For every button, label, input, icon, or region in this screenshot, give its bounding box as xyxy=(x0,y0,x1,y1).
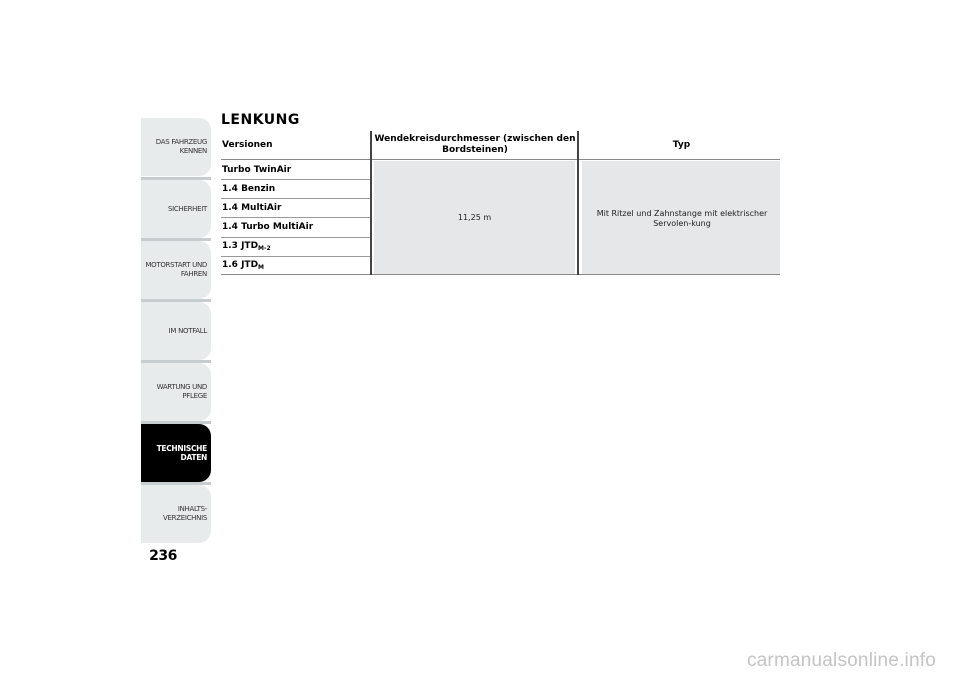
column-divider xyxy=(370,131,372,275)
tab-technische-daten[interactable] xyxy=(141,424,211,482)
tab-label: INHALTS- VERZEICHNIS xyxy=(163,505,207,522)
tab-inhaltsverzeichnis[interactable] xyxy=(141,485,211,543)
header-type: Typ xyxy=(672,140,691,150)
watermark: carmanualsonline.info xyxy=(746,650,936,671)
section-title: LENKUNG xyxy=(221,112,300,128)
tab-label: SICHERHEIT xyxy=(168,204,207,213)
row-turbo-twinair: Turbo TwinAir xyxy=(222,165,292,175)
tab-im-notfall[interactable] xyxy=(141,302,211,360)
header-versions: Versionen xyxy=(222,140,273,150)
tab-das-fahrzeug-kennen[interactable] xyxy=(141,118,211,176)
column-divider xyxy=(577,131,579,275)
row-1-3-jtd: 1.3 $JTD_{M-2}$ xyxy=(222,241,271,252)
tab-label: DAS FAHRZEUG KENNEN xyxy=(155,138,207,155)
tab-motorstart-und-fahren[interactable] xyxy=(141,241,211,299)
tab-sicherheit[interactable] xyxy=(141,180,211,238)
row-divider xyxy=(221,237,370,238)
row-1-4-turbo-multiair: 1.4 Turbo MultiAir xyxy=(222,222,314,232)
row-divider xyxy=(221,256,370,257)
row-1-6-jtd: 1.6 $JTD_M$ xyxy=(222,260,265,271)
steering-table xyxy=(221,131,780,275)
tab-label: IM NOTFALL xyxy=(168,326,207,335)
row-divider xyxy=(221,217,370,218)
row-divider xyxy=(221,198,370,199)
header-turning-circle: Wendekreisdurchmesser (zwischen den Bordsteinen) xyxy=(374,134,576,155)
row-1-4-benzin: 1.4 Benzin xyxy=(222,184,276,194)
page-number: 236 xyxy=(149,548,177,564)
table-bottom-line xyxy=(221,274,780,275)
row-divider xyxy=(221,179,370,180)
turning-circle-value: 11,25 m xyxy=(457,213,492,222)
tab-label: TECHNISCHE DATEN xyxy=(156,444,207,462)
header-divider xyxy=(221,159,780,160)
type-value: Mit Ritzel und Zahnstange mit elektrischer Servolen-kung xyxy=(596,209,768,228)
tab-wartung-und-pflege[interactable] xyxy=(141,363,211,421)
row-1-4-multiair: 1.4 MultiAir xyxy=(222,203,282,213)
tab-label: WARTUNG UND PFLEGE xyxy=(156,383,207,400)
tab-label: MOTORSTART UND FAHREN xyxy=(145,261,207,278)
